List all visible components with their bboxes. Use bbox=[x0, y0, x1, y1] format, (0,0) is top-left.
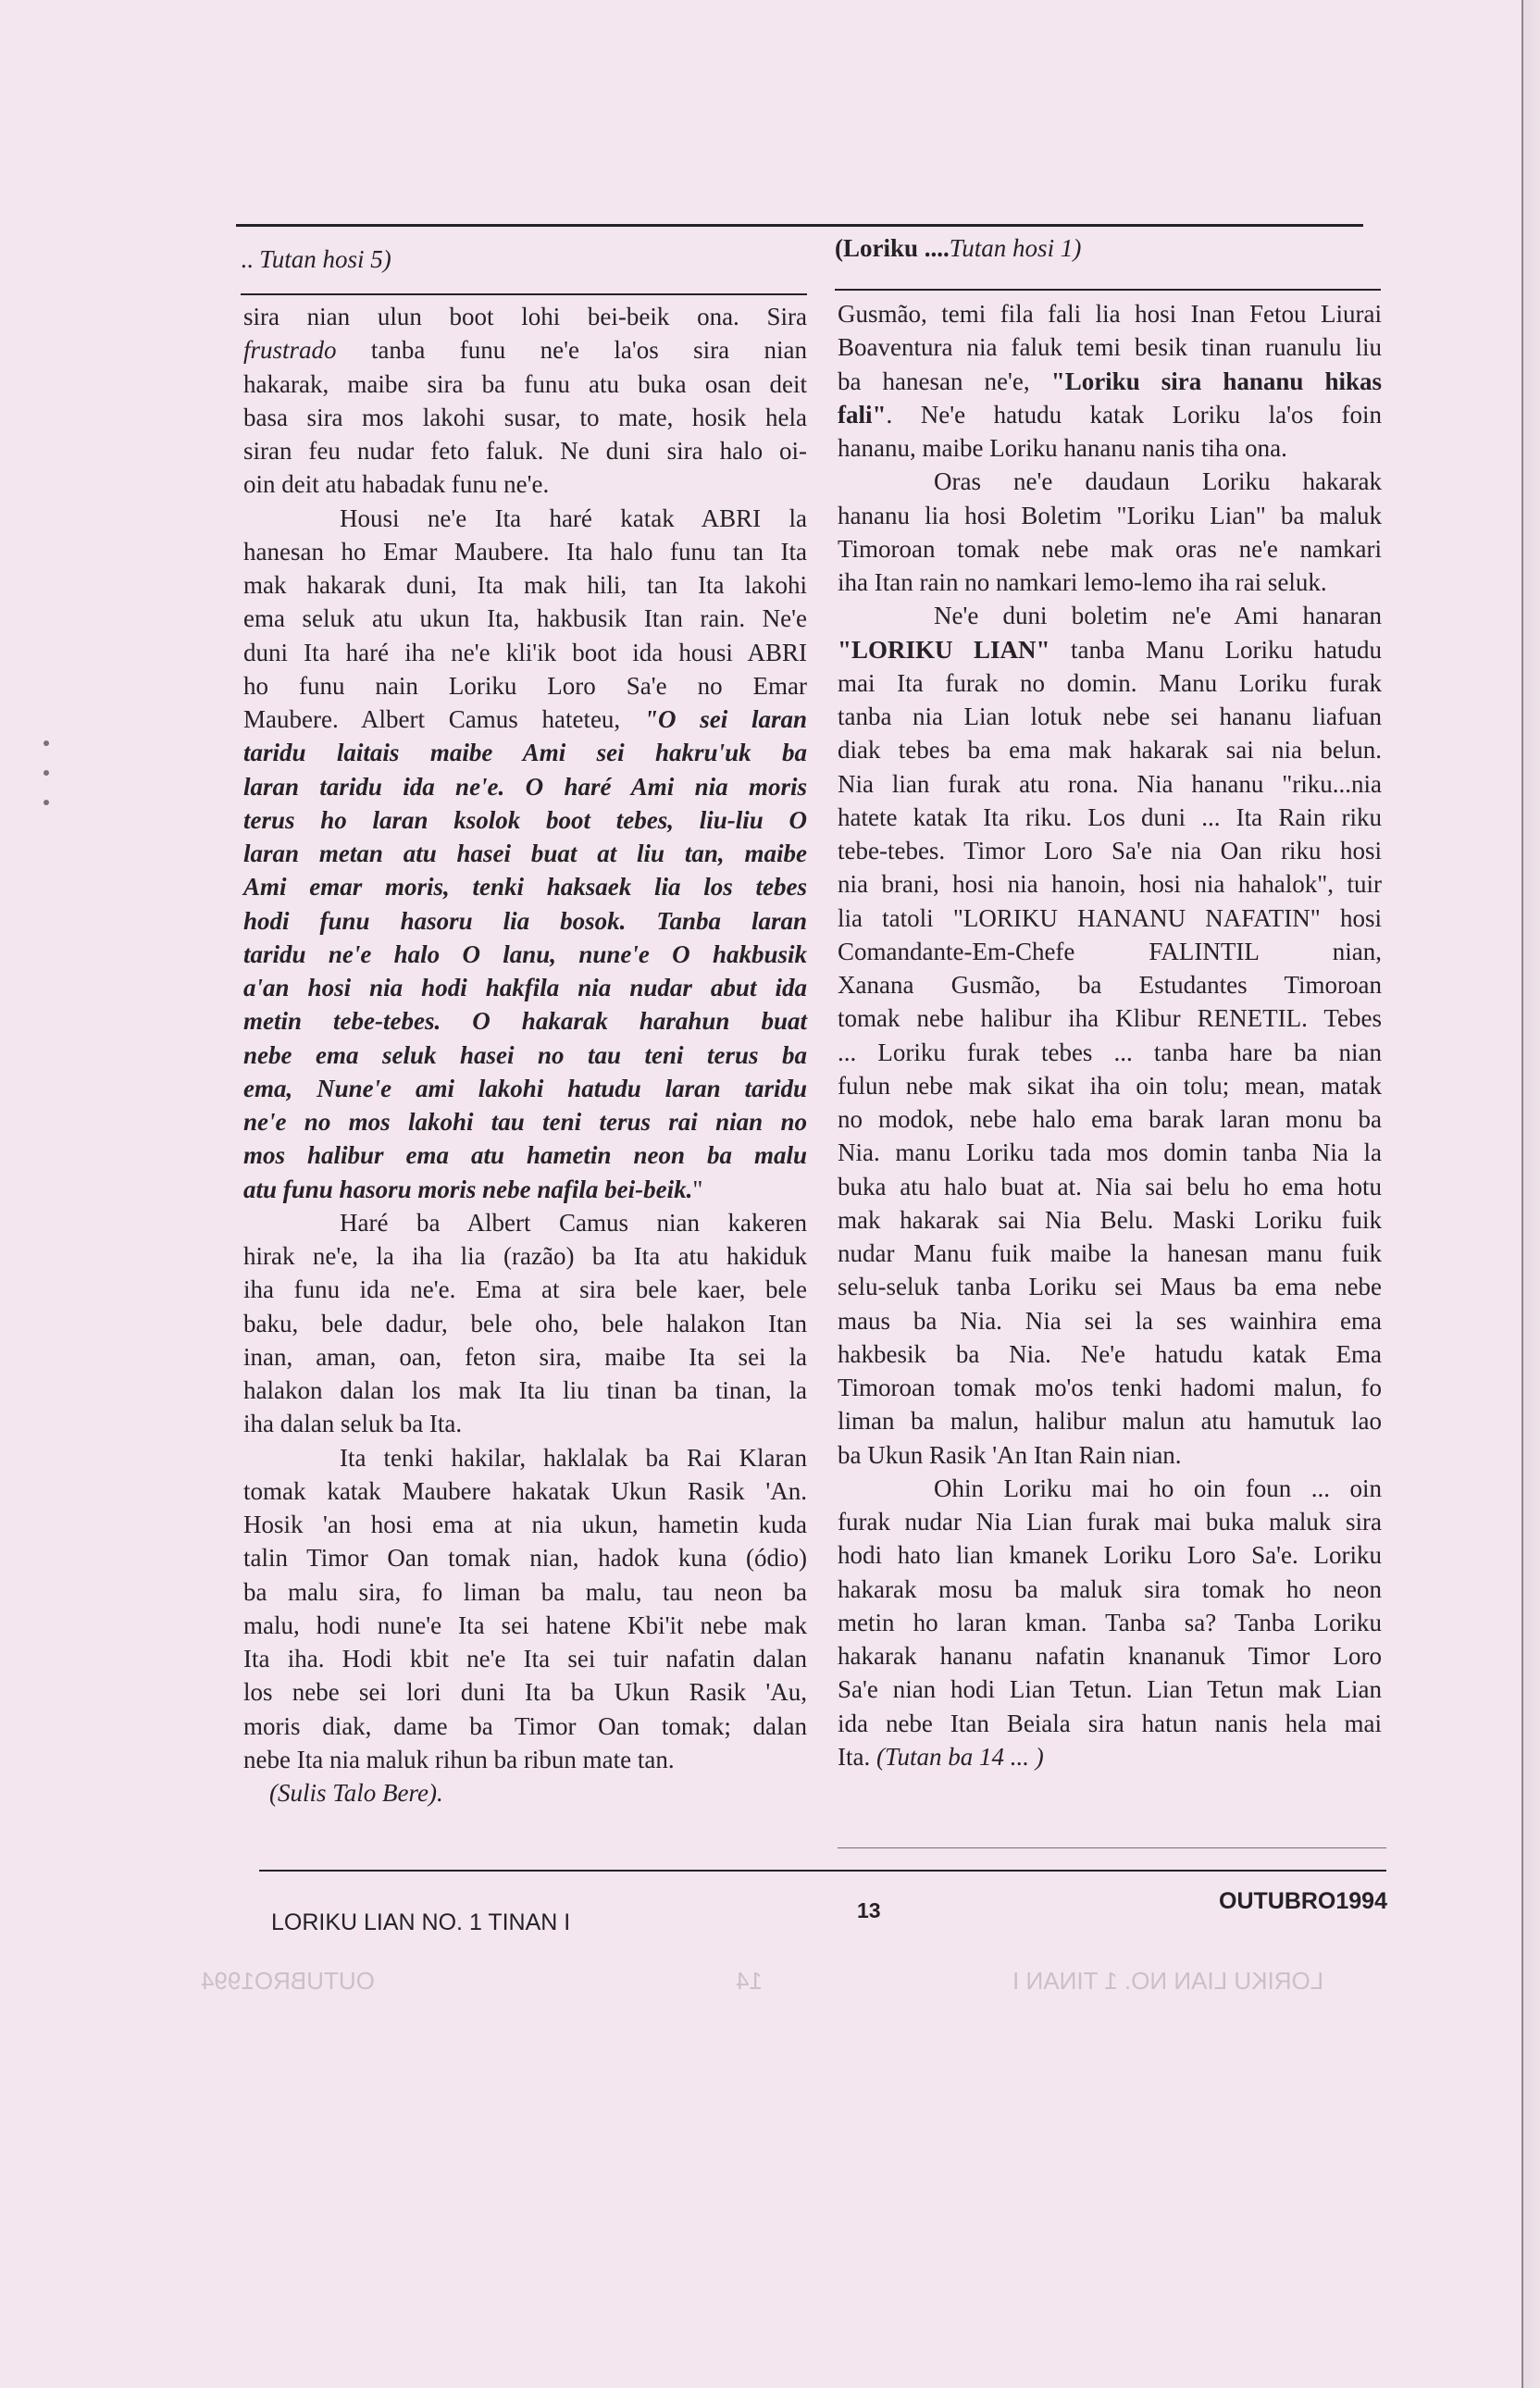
text-line: nia brani, hosi nia hanoin, hosi nia hahalok", tuir bbox=[838, 870, 1382, 899]
text-line: Ohin Loriku mai ho oin foun ... oin bbox=[934, 1474, 1382, 1502]
text-line: mai Ita furak no domin. Manu Loriku furak bbox=[838, 668, 1382, 697]
text-line: moris diak, dame ba Timor Oan tomak; dalan bbox=[243, 1711, 807, 1740]
text-line: Oras ne'e daudaun Loriku hakarak bbox=[934, 467, 1382, 496]
text-line: iha Itan rain no namkari lemo-lemo iha rai seluk. bbox=[838, 568, 1327, 596]
text-line: hananu lia hosi Boletim "Loriku Lian" ba maluk bbox=[838, 501, 1382, 529]
text-line: Ita iha. Hodi kbit ne'e Ita sei tuir nafatin dalan bbox=[243, 1645, 807, 1673]
text-line: Haré ba Albert Camus nian kakeren bbox=[340, 1208, 807, 1237]
text-line: mak hakarak duni, Ita mak hili, tan Ita lakohi bbox=[243, 571, 807, 599]
text-segment: atu funu hasoru moris nebe nafila bei-beik. bbox=[243, 1175, 693, 1203]
text-line bbox=[838, 365, 1382, 398]
page-number: 13 bbox=[857, 1898, 881, 1922]
text-segment: mos halibur ema atu hametin neon ba malu bbox=[243, 1141, 807, 1170]
text-line: halakon dalan los mak Ita liu tinan ba tinan, la bbox=[243, 1376, 807, 1404]
text-line bbox=[243, 938, 807, 971]
text-line: ... Loriku furak tebes ... tanba hare ba nian bbox=[838, 1038, 1382, 1066]
text-segment: . Ne'e hatudu katak Loriku la'os foin bbox=[886, 400, 1382, 429]
text-line: duni Ita haré iha ne'e kli'ik boot ida housi ABRI bbox=[243, 638, 807, 666]
text-segment: (Sulis Talo Bere). bbox=[269, 1779, 443, 1807]
text-line: no modok, nebe halo ema barak laran monu ba bbox=[838, 1105, 1382, 1133]
bleed-through-page-number: 14 bbox=[736, 1967, 763, 1995]
text-line bbox=[243, 1072, 807, 1105]
text-line: Boaventura nia faluk temi besik tinan ruanulu liu bbox=[838, 333, 1382, 362]
text-segment: taridu laitais maibe Ami sei hakru'uk ba bbox=[243, 739, 807, 767]
text-line bbox=[243, 736, 807, 769]
text-line bbox=[243, 1776, 807, 1810]
paragraph bbox=[838, 1472, 1382, 1773]
article-continuation-title bbox=[835, 231, 1081, 265]
byline bbox=[243, 1776, 807, 1810]
text-line: fulun nebe mak sikat iha oin tolu; mean, matak bbox=[838, 1071, 1382, 1100]
text-line bbox=[243, 971, 807, 1004]
text-line: ho funu nain Loriku Loro Sa'e no Emar bbox=[243, 671, 807, 700]
text-line bbox=[243, 837, 807, 870]
text-line: tebe-tebes. Timor Loro Sa'e nia Oan riku hosi bbox=[838, 837, 1382, 864]
text-segment: "LORIKU LIAN" bbox=[838, 635, 1050, 664]
text-line: oin deit atu habadak funu ne'e. bbox=[243, 470, 550, 499]
text-line: Housi ne'e Ita haré katak ABRI la bbox=[340, 504, 807, 532]
text-line bbox=[243, 1105, 807, 1138]
text-segment: hodi funu hasoru lia bosok. Tanba laran bbox=[243, 906, 807, 935]
text-line: ba Ukun Rasik 'An Itan Rain nian. bbox=[838, 1440, 1182, 1469]
text-line: tanba nia Lian lotuk nebe sei hananu liafuan bbox=[838, 703, 1382, 730]
text-segment: laran taridu ida ne'e. O haré Ami nia moris bbox=[243, 772, 807, 801]
text-segment: .. bbox=[241, 245, 260, 273]
text-line: buka atu halo buat at. Nia sai belu ho ema hotu bbox=[838, 1172, 1382, 1200]
text-segment: "Loriku sira hananu hikas bbox=[1050, 367, 1382, 395]
paragraph bbox=[243, 1206, 807, 1441]
text-line: Hosik 'an hosi ema at nia ukun, hametin kuda bbox=[243, 1511, 807, 1538]
header-rule bbox=[236, 224, 1363, 227]
text-line: basa sira mos lakohi susar, to mate, hosik hela bbox=[243, 403, 807, 431]
text-segment: Tutan hosi 1) bbox=[949, 234, 1082, 262]
text-line: maus ba Nia. Nia sei la ses wainhira ema bbox=[838, 1306, 1382, 1335]
text-line bbox=[243, 703, 807, 736]
text-segment: ne'e no mos lakohi tau teni terus rai nian no bbox=[243, 1108, 807, 1136]
text-line: metin ho laran kman. Tanba sa? Tanba Loriku bbox=[838, 1608, 1382, 1636]
left-column-rule bbox=[241, 293, 807, 295]
text-segment: "O sei laran bbox=[643, 705, 807, 733]
text-line bbox=[243, 904, 807, 938]
text-line: talin Timor Oan tomak nian, hadok kuna (ódio) bbox=[243, 1544, 807, 1573]
text-line bbox=[838, 633, 1382, 666]
text-segment: tanba Manu Loriku hatudu bbox=[1049, 635, 1382, 664]
issue-date: OUTUBRO1994 bbox=[1219, 1888, 1387, 1914]
text-segment: metin tebe-tebes. O hakarak harahun buat bbox=[243, 1007, 807, 1036]
text-line: hatete katak Ita riku. Los duni ... Ita Rain riku bbox=[838, 802, 1382, 831]
paragraph bbox=[243, 1441, 807, 1777]
text-line: Xanana Gusmão, ba Estudantes Timoroan bbox=[838, 971, 1382, 999]
text-line: sira nian ulun boot lohi bei-beik ona. Sira bbox=[243, 303, 807, 330]
text-segment: ema, Nune'e ami lakohi hatudu laran taridu bbox=[243, 1074, 807, 1102]
paragraph bbox=[838, 465, 1382, 599]
paragraph bbox=[838, 599, 1382, 1472]
text-line: nudar Manu fuik maibe la hanesan manu fuik bbox=[838, 1239, 1382, 1267]
text-segment: Ita. bbox=[838, 1742, 876, 1771]
text-segment: Tutan hosi 5) bbox=[259, 245, 391, 273]
text-segment: terus ho laran ksolok boot tebes, liu-liu O bbox=[243, 805, 807, 834]
text-segment: taridu ne'e halo O lanu, nune'e O hakbusik bbox=[243, 939, 807, 968]
text-line bbox=[243, 1138, 807, 1172]
text-segment: Maubere. Albert Camus hateteu, bbox=[243, 705, 644, 733]
text-segment: (Tutan ba 14 ... ) bbox=[876, 1742, 1044, 1771]
text-segment: fali" bbox=[838, 400, 887, 429]
scan-mark bbox=[43, 770, 49, 776]
bleed-through-issue-date: OUTUBRO1994 bbox=[201, 1967, 375, 1995]
text-segment: nebe ema seluk hasei no tau teni terus ba bbox=[243, 1040, 807, 1069]
paragraph bbox=[243, 300, 807, 502]
text-line: liman ba malun, halibur malun atu hamutuk lao bbox=[838, 1407, 1382, 1436]
right-column bbox=[838, 297, 1382, 1773]
text-line: malu, hodi nune'e Ita sei hatene Kbi'it nebe mak bbox=[243, 1611, 807, 1639]
text-line bbox=[243, 803, 807, 837]
text-line: ida nebe Itan Beiala sira hatun nanis hela mai bbox=[838, 1709, 1382, 1737]
text-line: hodi hato lian kmanek Loriku Loro Sa'e. Loriku bbox=[838, 1541, 1382, 1570]
text-line: nebe Ita nia maluk rihun ba ribun mate tan. bbox=[243, 1745, 675, 1773]
text-segment: a'an hosi nia hodi hakfila nia nudar abut ida bbox=[243, 974, 807, 1001]
paragraph bbox=[838, 297, 1382, 465]
text-line: ba malu sira, fo liman ba malu, tau neon ba bbox=[243, 1577, 807, 1606]
text-line: baku, bele dadur, bele oho, bele halakon Itan bbox=[243, 1309, 807, 1337]
text-line: inan, aman, oan, feton sira, maibe Ita sei la bbox=[243, 1342, 807, 1371]
text-line: Nia. manu Loriku tada mos domin tanba Nia la bbox=[838, 1138, 1382, 1167]
text-segment: frustrado bbox=[243, 336, 337, 365]
text-line bbox=[243, 870, 807, 903]
text-line: tomak nebe halibur iha Klibur RENETIL. Tebes bbox=[838, 1004, 1382, 1033]
left-column bbox=[243, 300, 807, 1810]
text-line: Timoroan tomak nebe mak oras ne'e namkari bbox=[838, 534, 1382, 563]
text-line bbox=[243, 1004, 807, 1038]
text-line: ema seluk atu ukun Ita, hakbusik Itan rain. Ne'e bbox=[243, 604, 807, 633]
text-segment: Ami emar moris, tenki haksaek lia los tebes bbox=[243, 873, 807, 902]
text-line: hirak ne'e, la iha lia (razão) ba Ita atu hakiduk bbox=[243, 1242, 807, 1270]
text-segment: (Loriku .... bbox=[835, 234, 950, 262]
text-line: Nia lian furak atu rona. Nia hananu "riku...nia bbox=[838, 769, 1382, 798]
text-line: Sa'e nian hodi Lian Tetun. Lian Tetun mak Lian bbox=[838, 1675, 1382, 1704]
text-line: hakarak hananu nafatin knananuk Timor Loro bbox=[838, 1642, 1382, 1670]
text-line bbox=[243, 770, 807, 803]
text-line: Timoroan tomak mo'os tenki hadomi malun, fo bbox=[838, 1374, 1382, 1401]
footer-rule bbox=[259, 1870, 1386, 1872]
text-line: hakbesik ba Nia. Ne'e hatudu katak Ema bbox=[838, 1339, 1382, 1368]
bleed-through-publication: LORIKU LIAN NO. 1 TINAN I bbox=[1012, 1967, 1324, 1995]
text-line: lia tatoli "LORIKU HANANU NAFATIN" hosi bbox=[838, 903, 1382, 932]
text-line bbox=[838, 398, 1382, 431]
text-segment: tanba funu ne'e la'os sira nian bbox=[336, 336, 807, 365]
right-column-rule bbox=[835, 289, 1381, 291]
text-line: iha dalan seluk ba Ita. bbox=[243, 1410, 463, 1438]
text-line: hakarak, maibe sira ba funu atu buka osan deit bbox=[243, 369, 807, 398]
text-line: Ita tenki hakilar, haklalak ba Rai Klaran bbox=[340, 1443, 807, 1472]
text-line: siran feu nudar feto faluk. Ne duni sira halo oi- bbox=[243, 437, 807, 465]
column-end-rule bbox=[838, 1847, 1386, 1848]
text-line: hananu, maibe Loriku hananu nanis tiha ona. bbox=[838, 434, 1287, 462]
text-line: iha funu ida ne'e. Ema at sira bele kaer, bele bbox=[243, 1275, 807, 1304]
paragraph bbox=[243, 502, 807, 1206]
text-line: Ne'e duni boletim ne'e Ami hanaran bbox=[934, 602, 1382, 630]
text-line bbox=[243, 1039, 807, 1072]
text-line bbox=[243, 1173, 807, 1206]
text-line: diak tebes ba ema mak hakarak sai nia belun. bbox=[838, 736, 1382, 765]
text-line: hakarak mosu ba maluk sira tomak ho neon bbox=[838, 1574, 1382, 1603]
page-edge bbox=[1521, 0, 1540, 2388]
text-line: hanesan ho Emar Maubere. Ita halo funu tan Ita bbox=[243, 537, 807, 566]
text-line: los nebe sei lori duni Ita ba Ukun Rasik 'Au, bbox=[243, 1678, 807, 1707]
text-line bbox=[838, 1740, 1382, 1773]
text-line: mak hakarak sai Nia Belu. Maski Loriku fuik bbox=[838, 1205, 1382, 1234]
text-line: Comandante-Em-Chefe FALINTIL nian, bbox=[838, 937, 1382, 965]
scan-mark bbox=[43, 740, 49, 746]
text-line: furak nudar Nia Lian furak mai buka maluk sira bbox=[838, 1508, 1382, 1536]
footer-publication: LORIKU LIAN NO. 1 TINAN I bbox=[271, 1909, 571, 1935]
text-line bbox=[243, 333, 807, 367]
text-segment: " bbox=[692, 1175, 703, 1203]
scan-mark bbox=[43, 800, 49, 805]
text-segment: ba hanesan ne'e, bbox=[838, 367, 1051, 395]
text-line: tomak katak Maubere hakatak Ukun Rasik 'An. bbox=[243, 1476, 807, 1505]
text-segment: laran metan atu hasei buat at liu tan, maibe bbox=[243, 840, 807, 867]
continued-from-note bbox=[241, 243, 391, 276]
text-line: selu-seluk tanba Loriku sei Maus ba ema nebe bbox=[838, 1273, 1382, 1301]
text-line: Gusmão, temi fila fali lia hosi Inan Fetou Liurai bbox=[838, 300, 1382, 328]
